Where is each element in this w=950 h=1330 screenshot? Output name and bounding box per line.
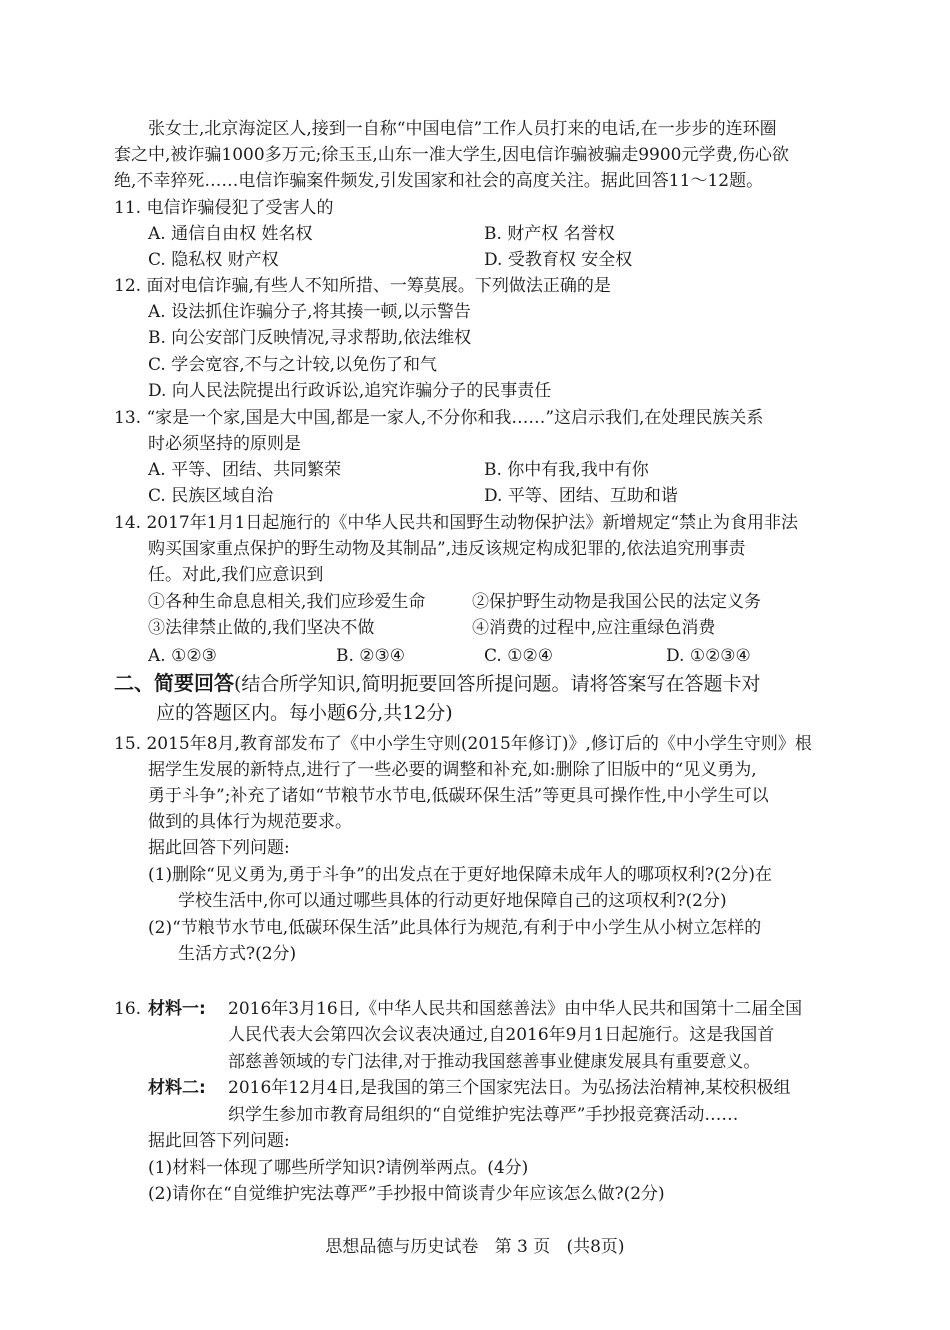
q15-line-2: 据学生发展的新特点,进行了一些必要的调整和补充,如:删除了旧版中的“见义勇为, — [148, 760, 757, 780]
q14-statement-1: ①各种生命息息相关,我们应珍爱生命 — [148, 592, 426, 612]
q12-option-c: C. 学会宽容,不与之计较,以免伤了和气 — [148, 355, 438, 375]
q12-option-a: A. 设法抓住诈骗分子,将其揍一顿,以示警告 — [148, 302, 471, 322]
q16-material-2-label: 材料二: — [148, 1078, 206, 1098]
q16-material-1-line-1: 2016年3月16日,《中华人民共和国慈善法》由中华人民共和国第十二届全国 — [228, 999, 803, 1019]
q15-line-1: 15. 2015年8月,教育部发布了《中小学生守则(2015年修订)》,修订后的《中小学生守则》根 — [114, 734, 812, 754]
q15-part-2-line-2: 生活方式?(2分) — [178, 944, 297, 964]
q13-option-c: C. 民族区域自治 — [148, 486, 274, 506]
q13-stem-line-2: 时必须坚持的原则是 — [148, 434, 301, 454]
q11-option-d: D. 受教育权 安全权 — [484, 250, 633, 270]
q15-line-4: 做到的具体行为规范要求。 — [148, 812, 352, 832]
q14-option-b: B. ②③④ — [336, 646, 406, 666]
q14-statement-4: ④消费的过程中,应注重绿色消费 — [472, 618, 716, 638]
q16-number: 16. — [114, 999, 142, 1019]
q15-line-3: 勇于斗争”;补充了诸如“节粮节水节电,低碳环保生活”等更具可操作性,中小学生可以 — [148, 786, 769, 806]
q13-stem-line-1: 13. “家是一个家,国是大中国,都是一家人,不分你和我……”这启示我们,在处理民族关系 — [114, 408, 764, 428]
section-2-title: 二、简要回答 — [114, 671, 234, 695]
q11-option-a: A. 通信自由权 姓名权 — [148, 224, 313, 244]
q16-material-1-line-3: 部慈善领域的专门法律,对于推动我国慈善事业健康发展具有重要意义。 — [228, 1052, 761, 1072]
q14-stem-line-3: 任。对此,我们应意识到 — [148, 565, 324, 585]
section-2-description-line-2: 应的答题区内。每小题6分,共12分) — [156, 702, 453, 724]
q15-part-1-line-1: (1)删除“见义勇为,勇于斗争”的出发点在于更好地保障未成年人的哪项权利?(2分)在 — [148, 865, 773, 885]
q16-part-2: (2)请你在“自觉维护宪法尊严”手抄报中简谈青少年应该怎么做?(2分) — [148, 1184, 665, 1204]
q14-stem-line-1: 14. 2017年1月1日起施行的《中华人民共和国野生动物保护法》新增规定“禁止为食用非法 — [114, 513, 799, 533]
q14-option-c: C. ①②④ — [484, 646, 553, 666]
q16-part-1: (1)材料一体现了哪些所学知识?请例举两点。(4分) — [148, 1158, 529, 1178]
q14-option-d: D. ①②③④ — [666, 646, 751, 666]
q16-material-2-line-1: 2016年12月4日,是我国的第三个国家宪法日。为弘扬法治精神,某校积极组 — [228, 1078, 791, 1098]
q15-part-1-line-2: 学校生活中,你可以通过哪些具体的行动更好地保障自己的这项权利?(2分) — [178, 891, 727, 911]
intro-line-1: 张女士,北京海淀区人,接到一自称“中国电信”工作人员打来的电话,在一步步的连环圈 — [148, 119, 777, 139]
q15-prompt: 据此回答下列问题: — [148, 838, 290, 858]
q16-material-1-label: 材料一: — [148, 999, 206, 1019]
intro-line-2: 套之中,被诈骗1000多万元;徐玉玉,山东一准大学生,因电信诈骗被骗走9900元学费,伤心欲 — [114, 145, 789, 165]
q14-stem-line-2: 购买国家重点保护的野生动物及其制品”,违反该规定构成犯罪的,依法追究刑事责 — [148, 539, 746, 559]
page-footer: 思想品德与历史试卷 第 3 页 (共8页) — [325, 1237, 625, 1257]
q13-option-b: B. 你中有我,我中有你 — [484, 460, 649, 480]
q14-statement-3: ③法律禁止做的,我们坚决不做 — [148, 618, 375, 638]
q12-option-b: B. 向公安部门反映情况,寻求帮助,依法维权 — [148, 328, 472, 348]
q16-material-2-line-2: 织学生参加市教育局组织的“自觉维护宪法尊严”手抄报竞赛活动…… — [228, 1105, 739, 1125]
q12-option-d: D. 向人民法院提出行政诉讼,追究诈骗分子的民事责任 — [148, 381, 552, 401]
q14-statement-2: ②保护野生动物是我国公民的法定义务 — [472, 592, 761, 612]
q12-stem: 12. 面对电信诈骗,有些人不知所措、一筹莫展。下列做法正确的是 — [114, 276, 611, 296]
q15-part-2-line-1: (2)“节粮节水节电,低碳环保生活”此具体行为规范,有利于中小学生从小树立怎样的 — [148, 918, 762, 938]
q11-stem: 11. 电信诈骗侵犯了受害人的 — [114, 198, 334, 218]
section-2-heading — [114, 672, 760, 695]
q14-option-a: A. ①②③ — [148, 646, 217, 666]
intro-line-3: 绝,不幸猝死……电信诈骗案件频发,引发国家和社会的高度关注。据此回答11～12题。 — [114, 171, 764, 191]
q11-option-b: B. 财产权 名誉权 — [484, 224, 615, 244]
q16-prompt: 据此回答下列问题: — [148, 1131, 290, 1151]
q13-option-d: D. 平等、团结、互助和谐 — [484, 486, 678, 506]
q11-option-c: C. 隐私权 财产权 — [148, 250, 279, 270]
section-2-description: (结合所学知识,简明扼要回答所提问题。请将答案写在答题卡对 — [234, 673, 761, 695]
q16-material-1-line-2: 人民代表大会第四次会议表决通过,自2016年9月1日起施行。这是我国首 — [228, 1025, 775, 1045]
q13-option-a: A. 平等、团结、共同繁荣 — [148, 460, 342, 480]
